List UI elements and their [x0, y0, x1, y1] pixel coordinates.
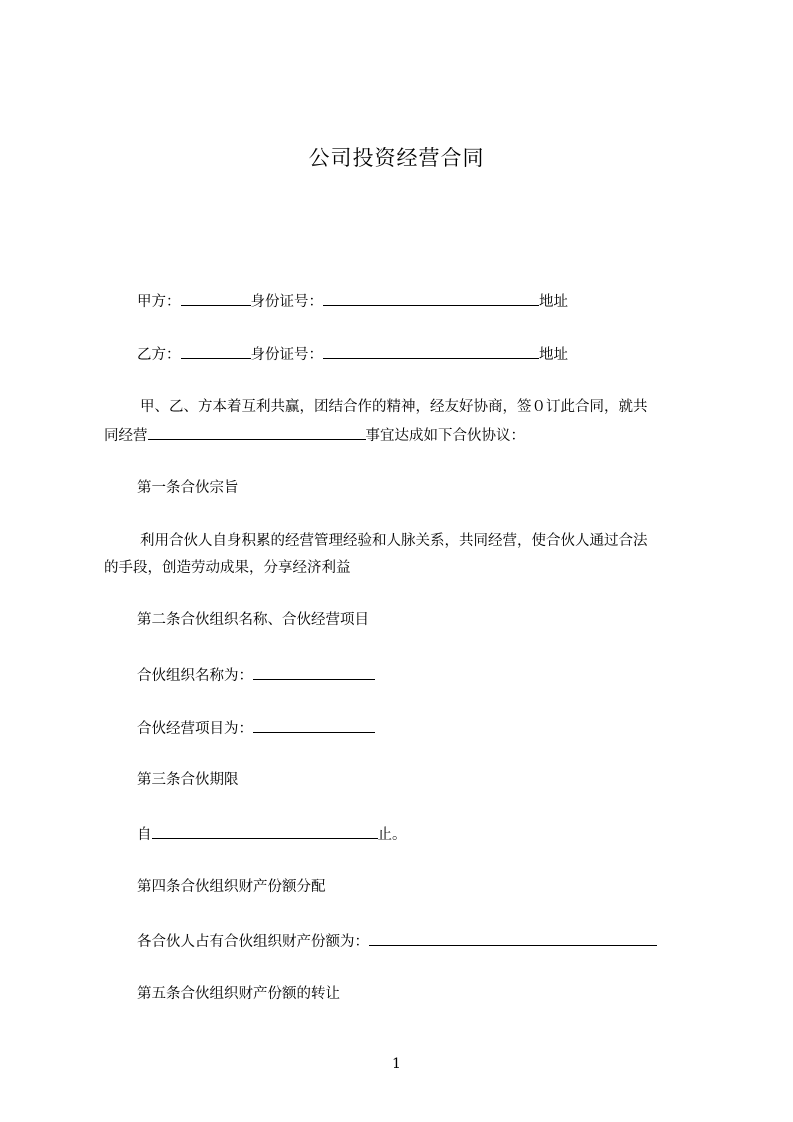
preamble-line-1: 甲、乙、方本着互利共赢，团结合作的精神，经友好协商，签０订此合同，就共 [140, 399, 648, 415]
property-share-line [137, 930, 657, 952]
document-title: 公司投资经营合同 [308, 146, 485, 170]
party-a-name-blank [181, 290, 251, 306]
preamble-line-2-start: 同经营 [104, 428, 148, 444]
party-b-line [137, 343, 568, 365]
article-2-heading: 第二条合伙组织名称、合伙经营项目 [137, 612, 369, 628]
preamble-line-2 [104, 424, 525, 446]
preamble-line-2-end: 事宜达成如下合伙协议： [365, 428, 525, 444]
business-project-blank [253, 717, 375, 733]
term-until-label: 止。 [377, 827, 407, 843]
article-5-heading: 第五条合伙组织财产份额的转让 [137, 986, 340, 1002]
page-number: 1 [392, 1056, 401, 1072]
term-from-label: 自 [137, 827, 152, 843]
party-b-address-label: 地址 [539, 347, 568, 363]
partnership-name-blank [253, 664, 375, 680]
party-a-id-blank [323, 290, 539, 306]
party-a-id-label: 身份证号： [250, 294, 323, 310]
term-line [137, 823, 407, 845]
article-1-line-2: 的手段，创造劳动成果，分享经济利益 [104, 560, 351, 576]
property-share-blank [369, 930, 657, 946]
party-b-name-blank [181, 343, 251, 359]
property-share-label: 各合伙人占有合伙组织财产份额为： [137, 934, 369, 950]
joint-business-blank [148, 424, 366, 440]
business-project-label: 合伙经营项目为： [137, 721, 253, 737]
article-4-heading: 第四条合伙组织财产份额分配 [137, 879, 326, 895]
article-1-heading: 第一条合伙宗旨 [137, 480, 239, 496]
term-period-blank [152, 823, 378, 839]
party-b-id-blank [323, 343, 539, 359]
party-a-address-label: 地址 [539, 294, 568, 310]
article-3-heading: 第三条合伙期限 [137, 772, 239, 788]
partnership-name-label: 合伙组织名称为： [137, 668, 253, 684]
article-1-line-1: 利用合伙人自身积累的经营管理经验和人脉关系，共同经营，使合伙人通过合法 [140, 533, 648, 549]
business-project-line [137, 717, 375, 739]
party-b-label: 乙方： [137, 347, 181, 363]
party-a-line [137, 290, 568, 312]
party-b-id-label: 身份证号： [250, 347, 323, 363]
partnership-name-line [137, 664, 375, 686]
party-a-label: 甲方： [137, 294, 181, 310]
